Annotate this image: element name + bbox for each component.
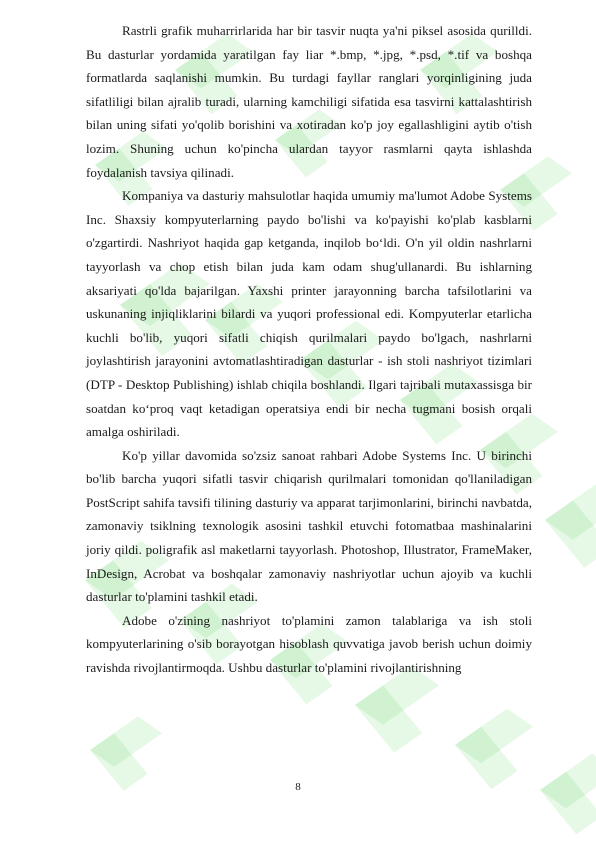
paragraph-4: Adobe o'zining nashriyot to'plamini zamon talablariga va ish stoli kompyuterlarining o'sib borayotgan hisoblash quvvatiga javob berish uchun doimiy ravishda rivojlantirmoqda. Ushbu dasturlar to'plamini rivojlantirishning (86, 612, 532, 676)
page-number: 8 (295, 781, 301, 793)
paragraph-1: Rastrli grafik muharrirlarida har bir tasvir nuqta ya'ni piksel asosida qurilldi. Bu dasturlar yordamida yaratilgan fay liar *.bmp, *.jpg, *.psd, *.tif va boshqa formatlarda saqlanishi mumkin. Bu turdagi fayllar ranglari yorqinligining juda sifatliligi bilan ajralib turadi, ularning kamchiligi sifatida esa tasvirni kattalashtirish bilan uning sifati yo'qolib borishini va xotiradan ko'p joy egallashligini aytib o'tish lozim. Shuning uchun ko'pincha ulardan tayyor rasmlarni qayta ishlashda foydalanish tavsiya qilinadi. (86, 23, 532, 180)
paragraph-3: Ko'p yillar davomida so'zsiz sanoat rahbari Adobe Systems Inc. U birinchi bo'lib barcha yuqori sifatli tasvir chiqarish qurilmalari tomonidan qo'llaniladigan PostScript sahifa tavsifi tilining dasturiy va apparat tarjimonlarini, birinchi navbatda, zamonaviy tsiklning texnologik asosini tashkil etuvchi fotomatbaa mashinalarini joriy qildi. poligrafik asl maketlarni tayyorlash. Photoshop, Illustrator, FrameMaker, InDesign, Acrobat va boshqalar zamonaviy nashriyotlar uchun ajoyib va kuchli dasturlar to'plamini tashkil etadi. (86, 447, 532, 605)
paragraph-2: Kompaniya va dasturiy mahsulotlar haqida umumiy ma'lumot Adobe Systems Inc. Shaxsiy kompyuterlarning paydo bo'lishi va ko'payishi ko'plab kasblarni o'zgartirdi. Nashriyot haqida gap ketganda, inqilob bo‘ldi. O'n yil oldin nashrlarni tayyorlash va chop etish bilan juda kam odam shug'ullanardi. Bu ishlarning aksariyati qo'lda bajarilgan. Yaxshi printer jarayonning barcha tafsilotlarini va uskunaning injiqliklarini bilardi va yuqori professional edi. Kompyuterlar etarlicha kuchli bo'lib, yuqori sifatli chiqish qurilmalari paydo bo'lgach, nashrlarni joylashtirish jarayonini avtomatlashtiradigan dasturlar - ish stoli nashriyot tizimlari (DTP - Desktop Publishing) ishlab chiqila boshlandi. Ilgari tajribali mutaxassisga bir soatdan ko‘proq vaqt ketadigan operatsiya endi bir necha tugmani bosish orqali amalga oshiriladi. (86, 188, 532, 440)
body-text (86, 19, 532, 680)
